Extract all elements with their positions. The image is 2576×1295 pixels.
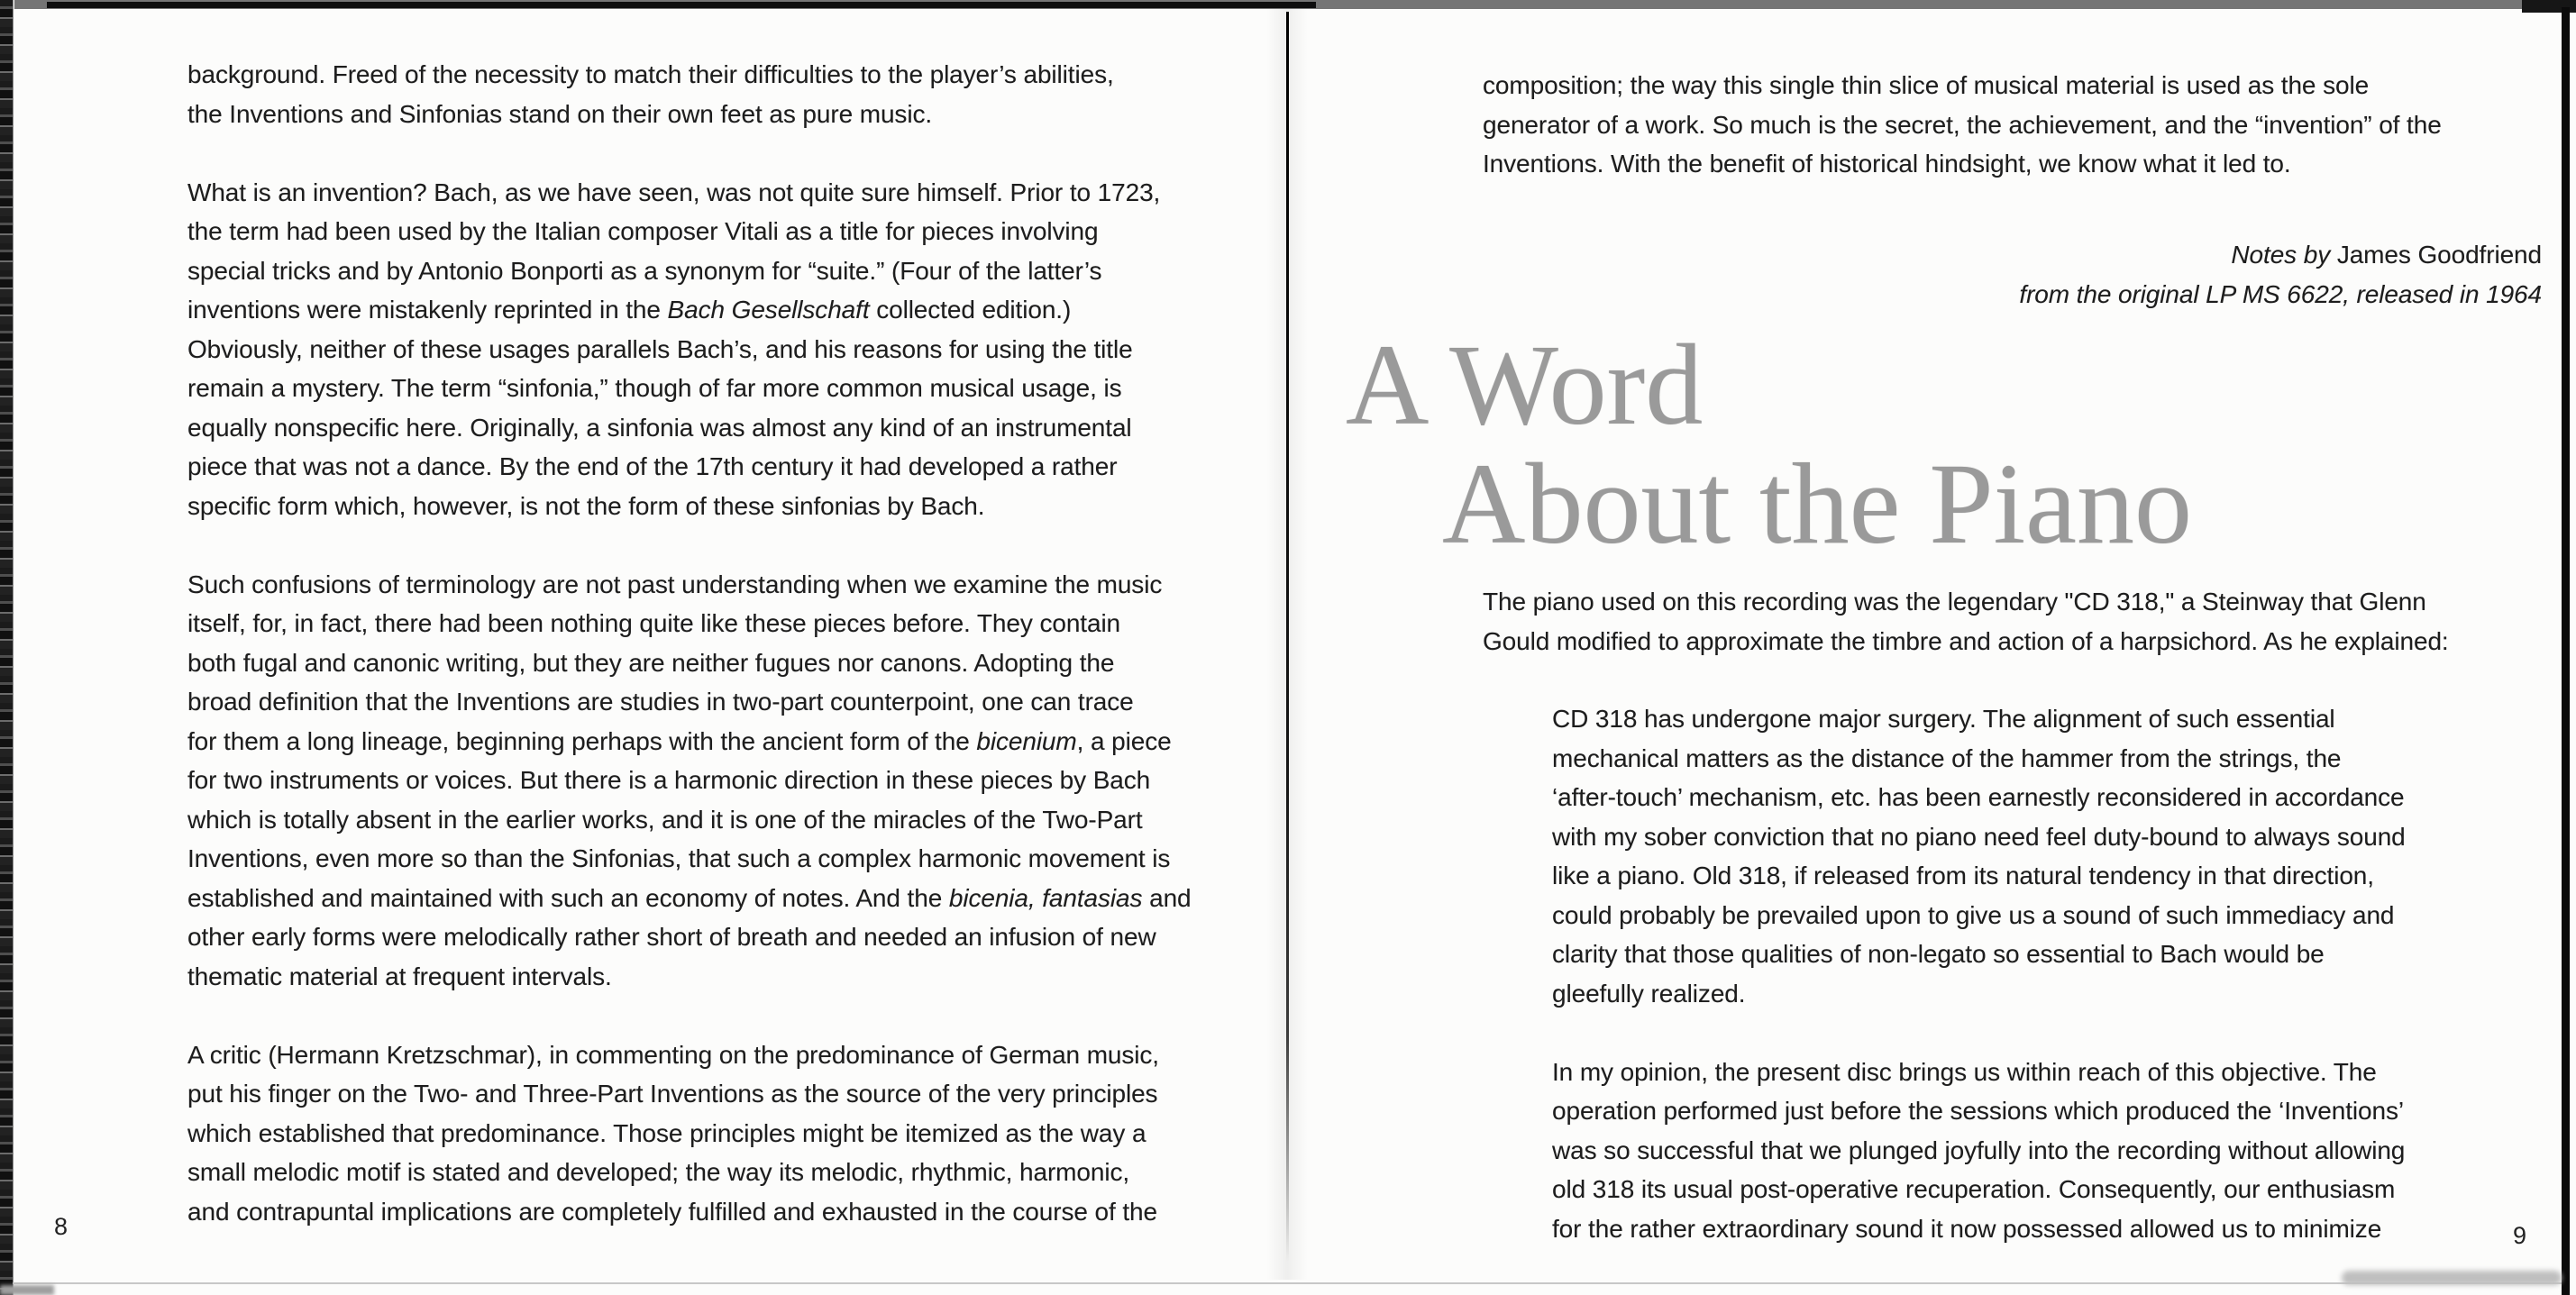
paragraph [187,55,1278,133]
italic-text-segment: from the original LP MS 6622, released in 1964 [2019,279,2542,308]
italic-text-segment: Bach Gesellschaft [667,296,870,324]
paragraph [187,565,1278,997]
text-line: the Inventions and Sinfonias stand on their own feet as pure music. [187,99,933,128]
text-line: itself, for, in fact, there had been nothing quite like these pieces before. They contain [187,609,1121,637]
text-line: which is totally absent in the earlier works, and it is one of the miracles of the Two-Part [187,805,1143,834]
text-line: generator of a work. So much is the secret, the achievement, and the “invention” of the [1483,110,2442,139]
text-line [187,879,1278,918]
text-line: What is an invention? Bach, as we have seen, was not quite sure himself. Prior to 1723, [187,178,1161,206]
section-heading [1346,321,2192,568]
italic-text-segment: Notes by [2231,241,2337,269]
text-line [1483,235,2542,275]
piano-lead-paragraph [1483,582,2546,661]
text-line: with my sober conviction that no piano need feel duty-bound to always sound [1552,822,2406,851]
text-line: could probably be prevailed upon to give us a sound of such immediacy and [1552,900,2395,929]
text-line: remain a mystery. The term “sinfonia,” though of far more common musical usage, is [187,374,1122,402]
text-line: equally nonspecific here. Originally, a sinfonia was almost any kind of an instrumental [187,413,1132,442]
bottom-right-scan-smudge [2342,1271,2562,1285]
section-heading-line2: About the Piano [1442,440,2192,568]
text-segment: James Goodfriend [2336,241,2542,269]
text-line: mechanical matters as the distance of the hammer from the strings, the [1552,743,2342,772]
text-line: ‘after-touch’ mechanism, etc. has been earnestly reconsidered in accordance [1552,783,2405,811]
text-segment: collected edition.) [869,296,1072,324]
italic-text-segment: bicenium [976,726,1077,755]
text-line: Such confusions of terminology are not past understanding when we examine the music [187,570,1163,598]
page-number-left: 8 [54,1213,69,1240]
notes-credit [1483,235,2542,314]
text-line: background. Freed of the necessity to match their difficulties to the player’s abilities, [187,60,1114,88]
text-line: the term had been used by the Italian composer Vitali as a title for pieces involving [187,217,1099,245]
gould-quote-block [1552,699,2453,1248]
text-line: was so successful that we plunged joyfully into the recording without allowing [1552,1135,2406,1164]
center-fold-line [1286,12,1289,1262]
text-line [1483,275,2542,315]
bottom-page-edge-line [13,1282,2562,1284]
text-line: operation performed just before the sessions which produced the ‘Inventions’ [1552,1097,2404,1125]
page-number-right: 9 [2513,1222,2527,1249]
text-line: Inventions. With the benefit of historical hindsight, we know what it led to. [1483,150,2291,178]
text-segment: and [1142,883,1192,912]
text-line: CD 318 has undergone major surgery. The alignment of such essential [1552,705,2335,733]
bottom-left-scan-smudge [0,1285,54,1295]
text-line: composition; the way this single thin slice of musical material is used as the sole [1483,71,2370,99]
text-segment: established and maintained with such an economy of notes. And the [187,883,949,912]
text-line: clarity that those qualities of non-legato so essential to Bach would be [1552,940,2325,968]
text-line: for two instruments or voices. But there is a harmonic direction in these pieces by Bach [187,766,1151,794]
text-line: like a piano. Old 318, if released from its natural tendency in that direction, [1552,862,2374,889]
paragraph [187,173,1278,526]
text-line: put his finger on the Two- and Three-Part Inventions as the source of the very principles [187,1080,1158,1108]
section-heading-line1: A Word [1346,321,1704,449]
text-line: other early forms were melodically rather short of breath and needed an infusion of new [187,923,1156,951]
text-segment: inventions were mistakenly reprinted in the [187,296,668,324]
right-page-intro-paragraph [1483,66,2546,184]
text-line: small melodic motif is stated and developed; the way its melodic, rhythmic, harmonic, [187,1158,1130,1186]
text-line: thematic material at frequent intervals. [187,962,612,990]
italic-text-segment: bicenia, fantasias [948,883,1143,912]
left-page-edge-texture [0,0,14,1295]
text-segment: , a piece [1076,726,1172,755]
paragraph [1552,1053,2453,1249]
text-line: Inventions, even more so than the Sinfonias, that such a complex harmonic movement is [187,844,1171,872]
text-line: Gould modified to approximate the timbre and action of a harpsichord. As he explained: [1483,626,2449,655]
text-line: specific form which, however, is not the form of these sinfonias by Bach. [187,491,985,520]
text-line [187,290,1278,330]
text-line: which established that predominance. Those principles might be itemized as the way a [187,1118,1146,1147]
text-line: gleefully realized. [1552,979,1746,1008]
text-line: In my opinion, the present disc brings us within reach of this objective. The [1552,1057,2377,1086]
text-line: Obviously, neither of these usages parallels Bach’s, and his reasons for using the title [187,334,1133,363]
left-page-text-column [187,55,1278,1231]
text-line: old 318 its usual post-operative recuperation. Consequently, our enthusiasm [1552,1175,2396,1203]
text-line: and contrapuntal implications are completely fulfilled and exhausted in the course of the [187,1197,1157,1226]
right-page-edge [2562,7,2570,1295]
text-line [187,722,1278,761]
text-line: A critic (Hermann Kretzschmar), in commenting on the predominance of German music, [187,1040,1159,1069]
text-segment: for them a long lineage, beginning perhaps with the ancient form of the [187,726,977,755]
text-line: for the rather extraordinary sound it now possessed allowed us to minimize [1552,1214,2382,1243]
text-line: broad definition that the Inventions are studies in two-part counterpoint, one can trace [187,688,1134,716]
text-line: special tricks and by Antonio Bonporti as a synonym for “suite.” (Four of the latter’s [187,256,1102,285]
paragraph [1552,699,2453,1013]
paragraph [187,1035,1278,1232]
text-line: The piano used on this recording was the legendary "CD 318," a Steinway that Glenn [1483,588,2426,616]
text-line: piece that was not a dance. By the end of the 17th century it had developed a rather [187,452,1118,480]
text-line: both fugal and canonic writing, but they are neither fugues nor canons. Adopting the [187,648,1115,677]
top-edge-dark-segment [47,2,1316,8]
